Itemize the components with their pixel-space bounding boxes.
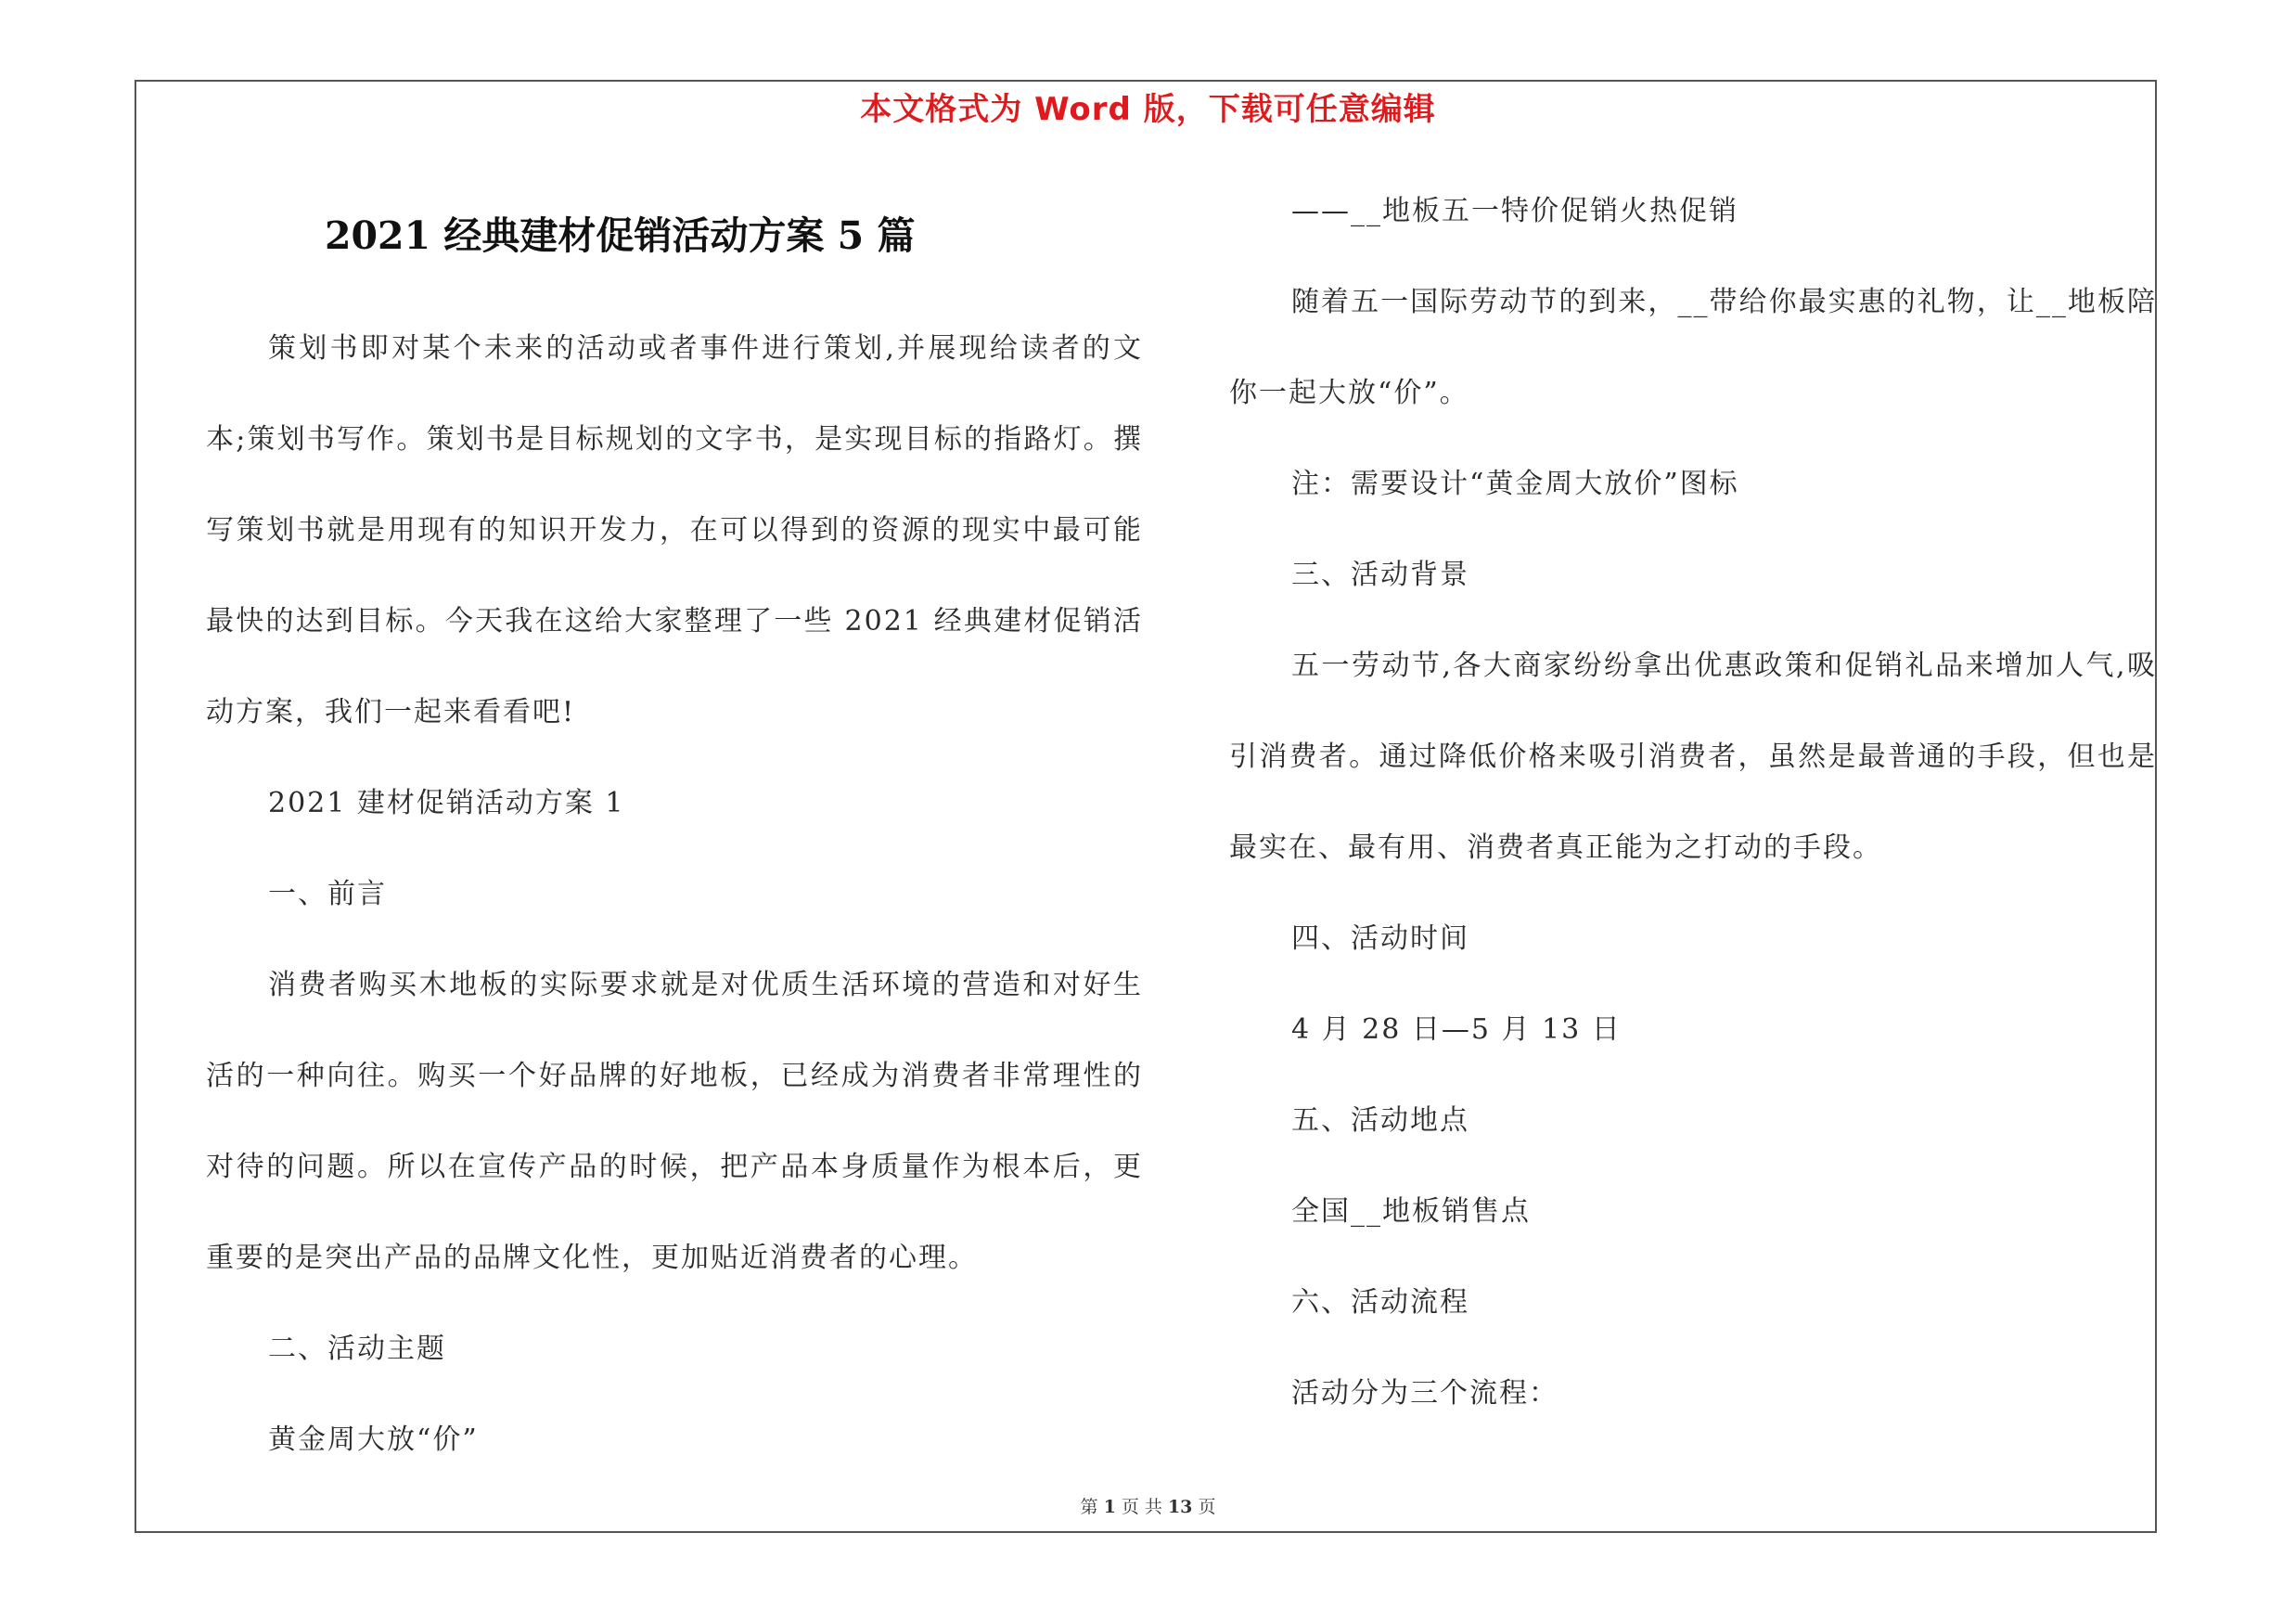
- section-heading-process: 六、活动流程: [1291, 1286, 1469, 1319]
- left-column: [206, 303, 1143, 1486]
- section-heading-time: 四、活动时间: [1291, 922, 1469, 955]
- section-heading-preface: 一、前言: [268, 878, 387, 910]
- right-column: [1229, 166, 2157, 1439]
- document-title: 2021 经典建材促销活动方案 5 篇: [325, 213, 916, 258]
- plan-heading: 2021 建材促销活动方案 1: [268, 787, 625, 819]
- theme-paragraph: 黄金周大放“价”: [268, 1423, 479, 1456]
- total-pages: 13: [1167, 1497, 1193, 1517]
- page-number: 1: [1103, 1497, 1116, 1517]
- icon-note: 注：需要设计“黄金周大放价”图标: [1291, 468, 1739, 500]
- process-paragraph: 活动分为三个流程：: [1291, 1377, 1558, 1410]
- preface-paragraph: 消费者购买木地板的实际要求就是对优质生活环境的营造和对好生活的一种向往。购买一个好品牌的好地板，已经成为消费者非常理性的对待的问题。所以在宣传产品的时候，把产品本身质量作为根本后，更重要的是突出产品的品牌文化性，更加贴近消费者的心理。: [206, 969, 1143, 1274]
- word-format-banner: 本文格式为 Word 版，下载可任意编辑: [860, 91, 1436, 128]
- theme-subtitle: ——__地板五一特价促销火热促销: [1291, 195, 1738, 227]
- location-paragraph: 全国__地板销售点: [1291, 1195, 1531, 1228]
- section-heading-background: 三、活动背景: [1291, 559, 1469, 591]
- footer-suffix: 页: [1192, 1497, 1216, 1517]
- page-footer: [0, 1495, 2296, 1519]
- section-heading-location: 五、活动地点: [1291, 1104, 1469, 1137]
- background-paragraph: 五一劳动节,各大商家纷纷拿出优惠政策和促销礼品来增加人气,吸引消费者。通过降低价格来吸引消费者，虽然是最普通的手段，但也是最实在、最有用、消费者真正能为之打动的手段。: [1229, 650, 2157, 864]
- footer-middle: 页 共: [1115, 1497, 1168, 1517]
- footer-prefix: 第: [1080, 1497, 1104, 1517]
- time-paragraph: 4 月 28 日—5 月 13 日: [1291, 1013, 1622, 1046]
- section-heading-theme: 二、活动主题: [268, 1333, 446, 1365]
- holiday-paragraph: 随着五一国际劳动节的到来，__带给你最实惠的礼物，让__地板陪你一起大放“价”。: [1229, 286, 2157, 409]
- intro-paragraph: 策划书即对某个未来的活动或者事件进行策划,并展现给读者的文本;策划书写作。策划书是目标规划的文字书，是实现目标的指路灯。撰写策划书就是用现有的知识开发力，在可以得到的资源的现实中最可能最快的达到目标。今天我在这给大家整理了一些 2021 经典建材促销活动方案，我们一起来看看吧!: [206, 332, 1143, 728]
